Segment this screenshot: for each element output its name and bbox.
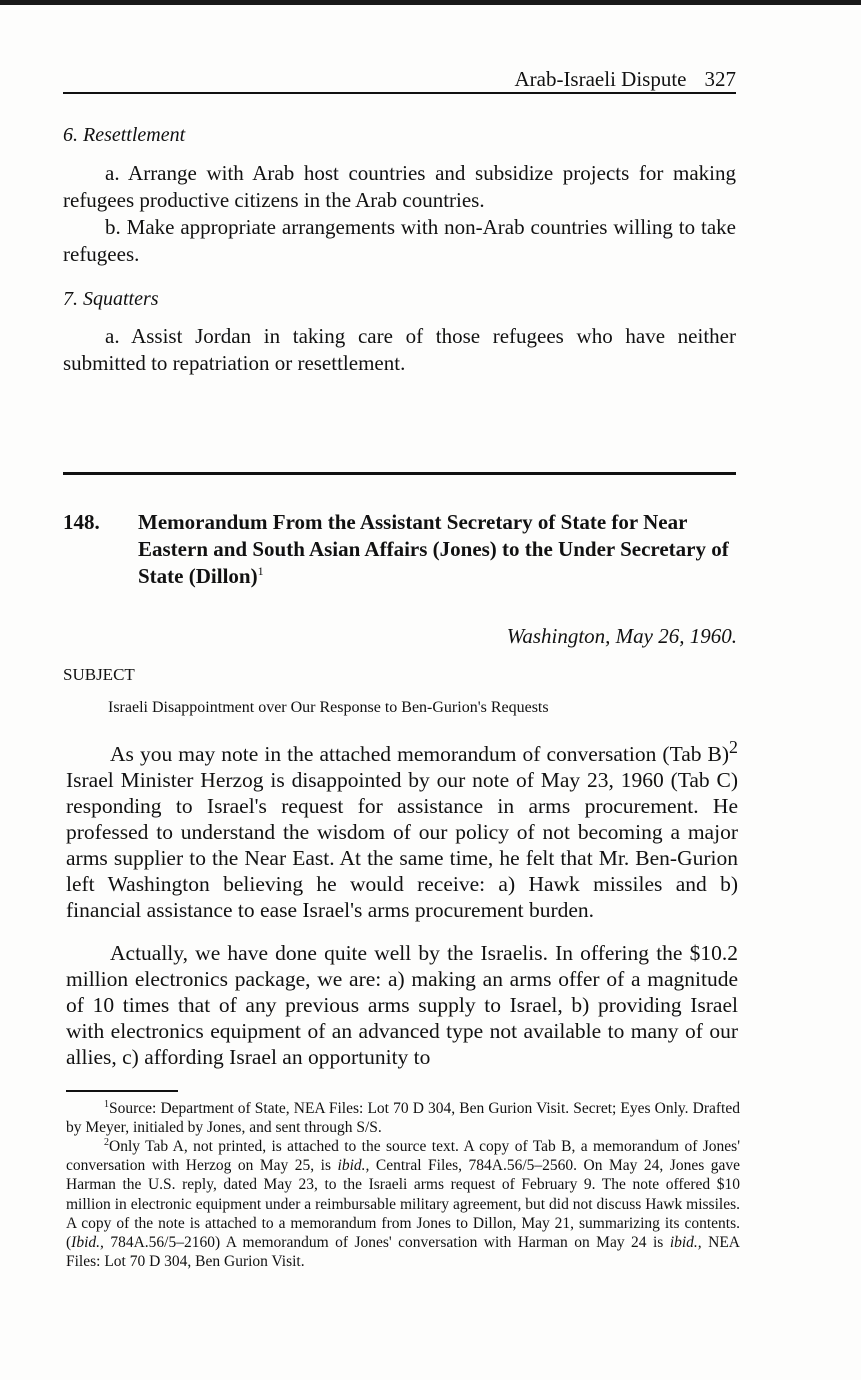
section-6-item-a: a. Arrange with Arab host countries and subsidize projects for making refugees productive citizens in the Arab countries.: [63, 161, 736, 212]
page-number: 327: [704, 67, 736, 91]
section-7-item-a: a. Assist Jordan in taking care of those refugees who have neither submitted to repatriation or resettlement.: [63, 324, 736, 375]
section-6-item-b: b. Make appropriate arrangements with non-Arab countries willing to take refugees.: [63, 215, 736, 266]
footnote-2-text-d: NEA Files: Lot 70 D 304, Ben Gurion Visit.: [66, 1234, 741, 1271]
document-title: [138, 509, 738, 590]
footnote-ref-1: 1: [257, 564, 264, 578]
body-paragraph-2: Actually, we have done quite well by the Israelis. In offering the $10.2 million electronics package, we are: a) making an arms offer of a magnitude of 10 times that of any previous arms supply to Israel, b) providing Israel with electronics equipment of an advanced type not available to many of our allies, c) affording Israel an opportunity to: [66, 941, 738, 1069]
document-number: 148.: [63, 510, 100, 534]
section-7-title: 7. Squatters: [63, 288, 159, 310]
footnote-rule: [66, 1090, 178, 1092]
footnote-2-text-a: Only Tab A, not printed, is attached to the source text. A copy of Tab B, a memorandum of Jones' conversation with Herzog on May 25, is: [66, 1138, 740, 1175]
section-6-title: 6. Resettlement: [63, 124, 186, 146]
dateline: Washington, May 26, 1960.: [506, 624, 737, 648]
para1-part-a: As you may note in the attached memorandum of conversation (Tab B): [110, 742, 730, 767]
footnote-2-text-c: 784A.56/5–2160) A memorandum of Jones' conversation with Harman on May 24 is: [103, 1234, 670, 1252]
footnote-2-ibid-2: Ibid.,: [71, 1234, 104, 1252]
para1-part-b: Israel Minister Herzog is disappointed by our note of May 23, 1960 (Tab C) responding to Israel's request for assistance in arms procurement. He professed to understand the wisdom of our policy of not becoming a major arms supplier to the Near East. At the same time, he felt that Mr. Ben-Gurion left Washington believing he would receive: a) Hawk missiles and b) financial assistance to ease Israel's arms procurement burden.: [66, 768, 738, 923]
body-paragraph-1: [66, 734, 738, 923]
footnote-2-ibid-1: ibid.,: [337, 1157, 370, 1175]
footnote-2-text-b: Central Files, 784A.56/5–2560. On May 24, Jones gave Harman the U.S. reply, dated May 23, to the Israeli arms request of February 9. The note offered $10 million in electronic equipment under a reimbursable military agreement, but did not discuss Hawk missiles. A copy of the note is attached to a memorandum from Jones to Dillon, May 21, summarizing its contents. (: [66, 1157, 740, 1252]
footnote-2-mark: 2: [104, 1137, 109, 1148]
subject-text: Israeli Disappointment over Our Response to Ben-Gurion's Requests: [108, 699, 549, 716]
document-title-text: Memorandum From the Assistant Secretary of State for Near Eastern and South Asian Affairs (Jones) to the Under Secretary of State (Dillon): [138, 510, 729, 588]
footnote-1-mark: 1: [104, 1099, 109, 1110]
footnote-2-ibid-3: ibid.,: [669, 1234, 702, 1252]
footnote-1: [66, 1099, 740, 1137]
running-head: [63, 64, 736, 94]
running-title: Arab-Israeli Dispute: [514, 67, 687, 91]
document-divider: [63, 472, 736, 475]
subject-label: SUBJECT: [63, 665, 135, 684]
footnote-2: [66, 1137, 740, 1271]
page-top-edge: [0, 0, 861, 5]
footnote-ref-2: 2: [729, 737, 738, 757]
footnote-1-text: Source: Department of State, NEA Files: Lot 70 D 304, Ben Gurion Visit. Secret; Eyes Only. Drafted by Meyer, initialed by Jones, and sent through S/S.: [66, 1100, 740, 1137]
